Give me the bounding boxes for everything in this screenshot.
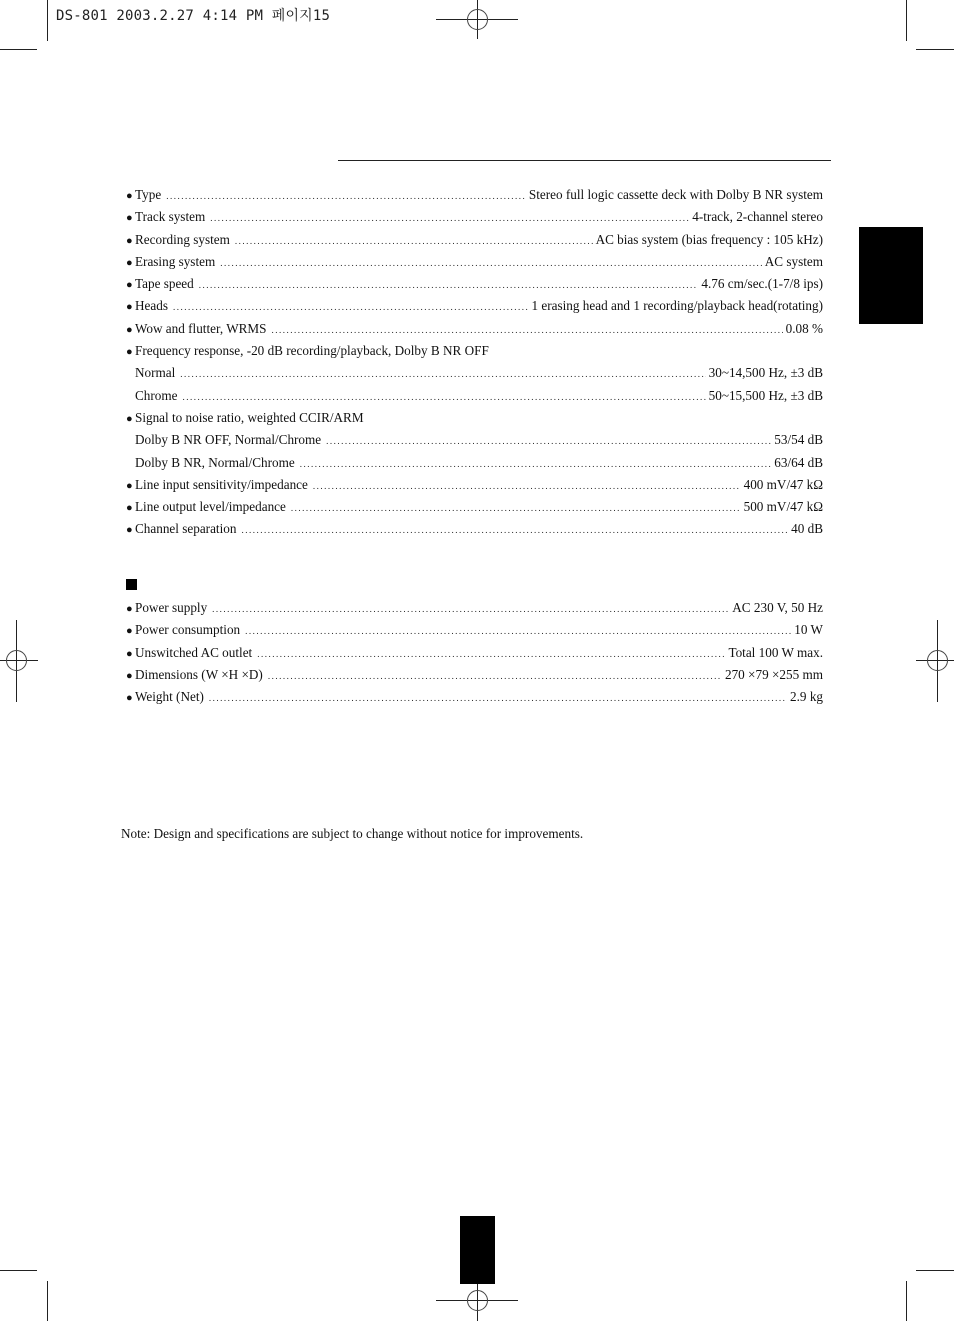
- spec-label: Line input sensitivity/impedance: [135, 476, 308, 492]
- dot-leader: [257, 643, 725, 665]
- dot-leader: [241, 519, 788, 541]
- spec-label: Power consumption: [135, 622, 241, 638]
- spec-value: 63/64 dB: [774, 454, 823, 470]
- spec-row: [126, 318, 823, 340]
- crop-mark: [47, 0, 48, 41]
- bullet-icon: ●: [126, 412, 133, 425]
- spec-row: [126, 686, 823, 708]
- section-tab: [859, 227, 923, 324]
- dot-leader: [166, 185, 526, 207]
- registration-mark-circle: [467, 1290, 488, 1311]
- spec-label: Signal to noise ratio, weighted CCIR/ARM: [135, 409, 364, 425]
- spec-subrow: [126, 429, 823, 451]
- spec-value: AC system: [764, 253, 823, 269]
- dot-leader: [272, 319, 783, 341]
- spec-label: Chrome: [135, 387, 178, 403]
- spec-label: Line output level/impedance: [135, 499, 286, 515]
- spec-value: 500 mV/47 kΩ: [743, 499, 823, 515]
- spec-label: Type: [135, 187, 162, 202]
- spec-row: [126, 273, 823, 295]
- spec-subrow: [126, 452, 823, 474]
- spec-value: 4.76 cm/sec.(1-7/8 ips): [701, 276, 823, 292]
- spec-subrow: [126, 385, 823, 407]
- bullet-icon: ●: [126, 502, 133, 515]
- spec-row: [126, 251, 823, 273]
- dot-leader: [180, 363, 705, 385]
- crop-mark: [916, 1270, 954, 1271]
- spec-label: Dolby B NR OFF, Normal/Chrome: [135, 432, 322, 448]
- spec-label: Dolby B NR, Normal/Chrome: [135, 454, 295, 470]
- spec-row: [126, 474, 823, 496]
- crop-mark: [906, 1281, 907, 1321]
- bullet-icon: ●: [126, 301, 133, 314]
- crop-mark: [0, 49, 37, 50]
- dot-leader: [212, 598, 729, 620]
- spec-value: 0.08 %: [785, 320, 823, 336]
- spec-row: [126, 295, 823, 317]
- spec-row: [126, 184, 823, 206]
- spec-label: Normal: [135, 365, 176, 381]
- dot-leader: [291, 497, 741, 519]
- crop-mark: [0, 1270, 37, 1271]
- spec-label: Power supply: [135, 600, 208, 615]
- spec-label: Unswitched AC outlet: [135, 644, 253, 660]
- bullet-icon: ●: [126, 524, 133, 537]
- bullet-icon: ●: [126, 647, 133, 660]
- crop-mark: [47, 1281, 48, 1321]
- dot-leader: [326, 430, 771, 452]
- bullet-icon: ●: [126, 625, 133, 638]
- spec-value: 40 dB: [791, 521, 823, 537]
- print-stamp: DS-801 2003.2.27 4:14 PM 페이지15: [56, 8, 331, 24]
- spec-value: 4-track, 2-channel stereo: [692, 209, 823, 225]
- bullet-icon: ●: [126, 212, 133, 225]
- spec-label: Wow and flutter, WRMS: [135, 320, 267, 336]
- spec-row: [126, 206, 823, 228]
- spec-value: Stereo full logic cassette deck with Dolby B NR system: [528, 187, 823, 202]
- spec-value: AC bias system (bias frequency : 105 kHz): [595, 231, 823, 247]
- spec-label: Weight (Net): [135, 689, 204, 705]
- spec-value: 10 W: [794, 622, 823, 638]
- bullet-icon: ●: [126, 279, 133, 292]
- spec-subrow: [126, 362, 823, 384]
- spec-label: Tape speed: [135, 276, 194, 292]
- bullet-icon: ●: [126, 692, 133, 705]
- spec-value: AC 230 V, 50 Hz: [732, 600, 823, 615]
- spec-row: [126, 597, 823, 619]
- footnote: Note: Design and specifications are subject to change without notice for improvements.: [121, 826, 584, 841]
- spec-label: Recording system: [135, 231, 230, 247]
- bullet-icon: ●: [126, 323, 133, 336]
- spec-row: [126, 518, 823, 540]
- spec-heading-row: [126, 407, 823, 429]
- spec-label: Track system: [135, 209, 206, 225]
- bullet-icon: ●: [126, 603, 133, 615]
- crop-mark: [906, 0, 907, 41]
- bullet-icon: ●: [126, 190, 133, 202]
- spec-value: 270 ×79 ×255 mm: [724, 666, 823, 682]
- page-number-block: [460, 1216, 495, 1284]
- dot-leader: [268, 665, 722, 687]
- audio-spec-list: [126, 184, 823, 541]
- registration-mark-circle: [927, 650, 948, 671]
- general-spec-list: [126, 597, 823, 708]
- dot-leader: [235, 230, 593, 252]
- spec-label: Erasing system: [135, 253, 216, 269]
- section-square-icon: [126, 579, 137, 590]
- registration-mark-circle: [467, 9, 488, 30]
- spec-value: 400 mV/47 kΩ: [743, 476, 823, 492]
- spec-value: 53/54 dB: [774, 432, 823, 448]
- spec-row: [126, 496, 823, 518]
- spec-heading-row: [126, 340, 823, 362]
- spec-label: Frequency response, -20 dB recording/playback, Dolby B NR OFF: [135, 343, 489, 359]
- title-rule: [338, 160, 831, 161]
- spec-value: 2.9 kg: [790, 689, 823, 705]
- dot-leader: [183, 386, 706, 408]
- spec-value: Total 100 W max.: [728, 644, 823, 660]
- crop-mark: [916, 49, 954, 50]
- spec-label: Channel separation: [135, 521, 237, 537]
- bullet-icon: ●: [126, 234, 133, 247]
- spec-value: 1 erasing head and 1 recording/playback head(rotating): [531, 298, 823, 314]
- dot-leader: [209, 687, 787, 709]
- dot-leader: [245, 620, 791, 642]
- spec-row: [126, 619, 823, 641]
- spec-label: Heads: [135, 298, 168, 314]
- spec-value: 50~15,500 Hz, ±3 dB: [708, 387, 823, 403]
- bullet-icon: ●: [126, 346, 133, 359]
- spec-row: [126, 642, 823, 664]
- spec-label: Dimensions (W ×H ×D): [135, 666, 263, 682]
- dot-leader: [300, 453, 772, 475]
- spec-row: [126, 229, 823, 251]
- dot-leader: [210, 207, 689, 229]
- registration-mark-circle: [6, 650, 27, 671]
- dot-leader: [220, 252, 762, 274]
- dot-leader: [199, 274, 699, 296]
- spec-value: 30~14,500 Hz, ±3 dB: [708, 365, 823, 381]
- bullet-icon: ●: [126, 479, 133, 492]
- bullet-icon: ●: [126, 256, 133, 269]
- dot-leader: [173, 296, 529, 318]
- bullet-icon: ●: [126, 669, 133, 682]
- spec-row: [126, 664, 823, 686]
- dot-leader: [313, 475, 741, 497]
